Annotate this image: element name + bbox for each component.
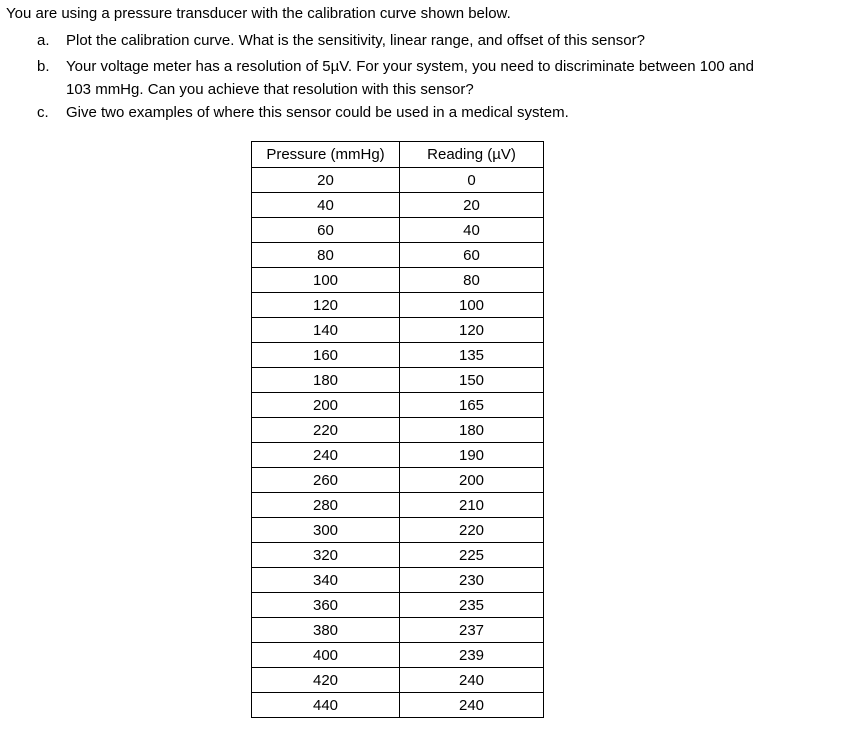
reading-cell: 100	[400, 293, 544, 318]
table-row	[252, 393, 544, 418]
reading-cell: 240	[400, 693, 544, 718]
question-c	[37, 101, 569, 124]
reading-cell: 200	[400, 468, 544, 493]
calibration-table	[251, 141, 544, 718]
pressure-cell: 320	[252, 543, 400, 568]
table-row	[252, 468, 544, 493]
pressure-cell: 20	[252, 168, 400, 193]
intro-text: You are using a pressure transducer with the calibration curve shown below.	[6, 5, 511, 22]
question-a-marker: a.	[37, 32, 50, 49]
pressure-cell: 440	[252, 693, 400, 718]
pressure-cell: 300	[252, 518, 400, 543]
table-row	[252, 443, 544, 468]
table-row	[252, 618, 544, 643]
reading-cell: 80	[400, 268, 544, 293]
reading-cell: 135	[400, 343, 544, 368]
question-a	[37, 29, 645, 52]
reading-cell: 239	[400, 643, 544, 668]
table-row	[252, 218, 544, 243]
table-row	[252, 593, 544, 618]
table-row	[252, 243, 544, 268]
pressure-cell: 80	[252, 243, 400, 268]
pressure-cell: 100	[252, 268, 400, 293]
question-c-marker: c.	[37, 104, 49, 121]
pressure-cell: 400	[252, 643, 400, 668]
table-row	[252, 543, 544, 568]
reading-cell: 60	[400, 243, 544, 268]
reading-cell: 0	[400, 168, 544, 193]
table-row	[252, 193, 544, 218]
calibration-table-wrap	[251, 141, 544, 718]
table-row	[252, 643, 544, 668]
table-row	[252, 168, 544, 193]
table-row	[252, 493, 544, 518]
reading-cell: 240	[400, 668, 544, 693]
table-row	[252, 368, 544, 393]
reading-cell: 210	[400, 493, 544, 518]
reading-cell: 220	[400, 518, 544, 543]
pressure-cell: 160	[252, 343, 400, 368]
header-pressure: Pressure (mmHg)	[252, 142, 400, 168]
pressure-cell: 200	[252, 393, 400, 418]
pressure-cell: 340	[252, 568, 400, 593]
table-row	[252, 693, 544, 718]
pressure-cell: 420	[252, 668, 400, 693]
reading-cell: 230	[400, 568, 544, 593]
pressure-cell: 120	[252, 293, 400, 318]
pressure-cell: 60	[252, 218, 400, 243]
pressure-cell: 380	[252, 618, 400, 643]
reading-cell: 20	[400, 193, 544, 218]
pressure-cell: 180	[252, 368, 400, 393]
reading-cell: 150	[400, 368, 544, 393]
table-body	[252, 168, 544, 718]
table-row	[252, 668, 544, 693]
question-a-line-1: Plot the calibration curve. What is the sensitivity, linear range, and offset of this sensor?	[66, 32, 645, 49]
table-row	[252, 518, 544, 543]
question-c-line-1: Give two examples of where this sensor could be used in a medical system.	[66, 104, 569, 121]
reading-cell: 165	[400, 393, 544, 418]
pressure-cell: 280	[252, 493, 400, 518]
reading-cell: 40	[400, 218, 544, 243]
table-row	[252, 343, 544, 368]
pressure-cell: 260	[252, 468, 400, 493]
question-b	[37, 55, 754, 101]
reading-cell: 190	[400, 443, 544, 468]
pressure-cell: 40	[252, 193, 400, 218]
reading-cell: 120	[400, 318, 544, 343]
table-row	[252, 318, 544, 343]
table-row	[252, 418, 544, 443]
reading-cell: 225	[400, 543, 544, 568]
table-row	[252, 268, 544, 293]
pressure-cell: 220	[252, 418, 400, 443]
question-b-line-2: 103 mmHg. Can you achieve that resolution with this sensor?	[66, 81, 474, 98]
question-b-line-1: Your voltage meter has a resolution of 5µV. For your system, you need to discriminate between 100 and	[66, 58, 754, 75]
table-row	[252, 293, 544, 318]
pressure-cell: 240	[252, 443, 400, 468]
reading-cell: 237	[400, 618, 544, 643]
header-reading: Reading (µV)	[400, 142, 544, 168]
pressure-cell: 140	[252, 318, 400, 343]
reading-cell: 235	[400, 593, 544, 618]
question-b-marker: b.	[37, 58, 50, 75]
pressure-cell: 360	[252, 593, 400, 618]
reading-cell: 180	[400, 418, 544, 443]
table-row	[252, 568, 544, 593]
table-header-row	[252, 142, 544, 168]
